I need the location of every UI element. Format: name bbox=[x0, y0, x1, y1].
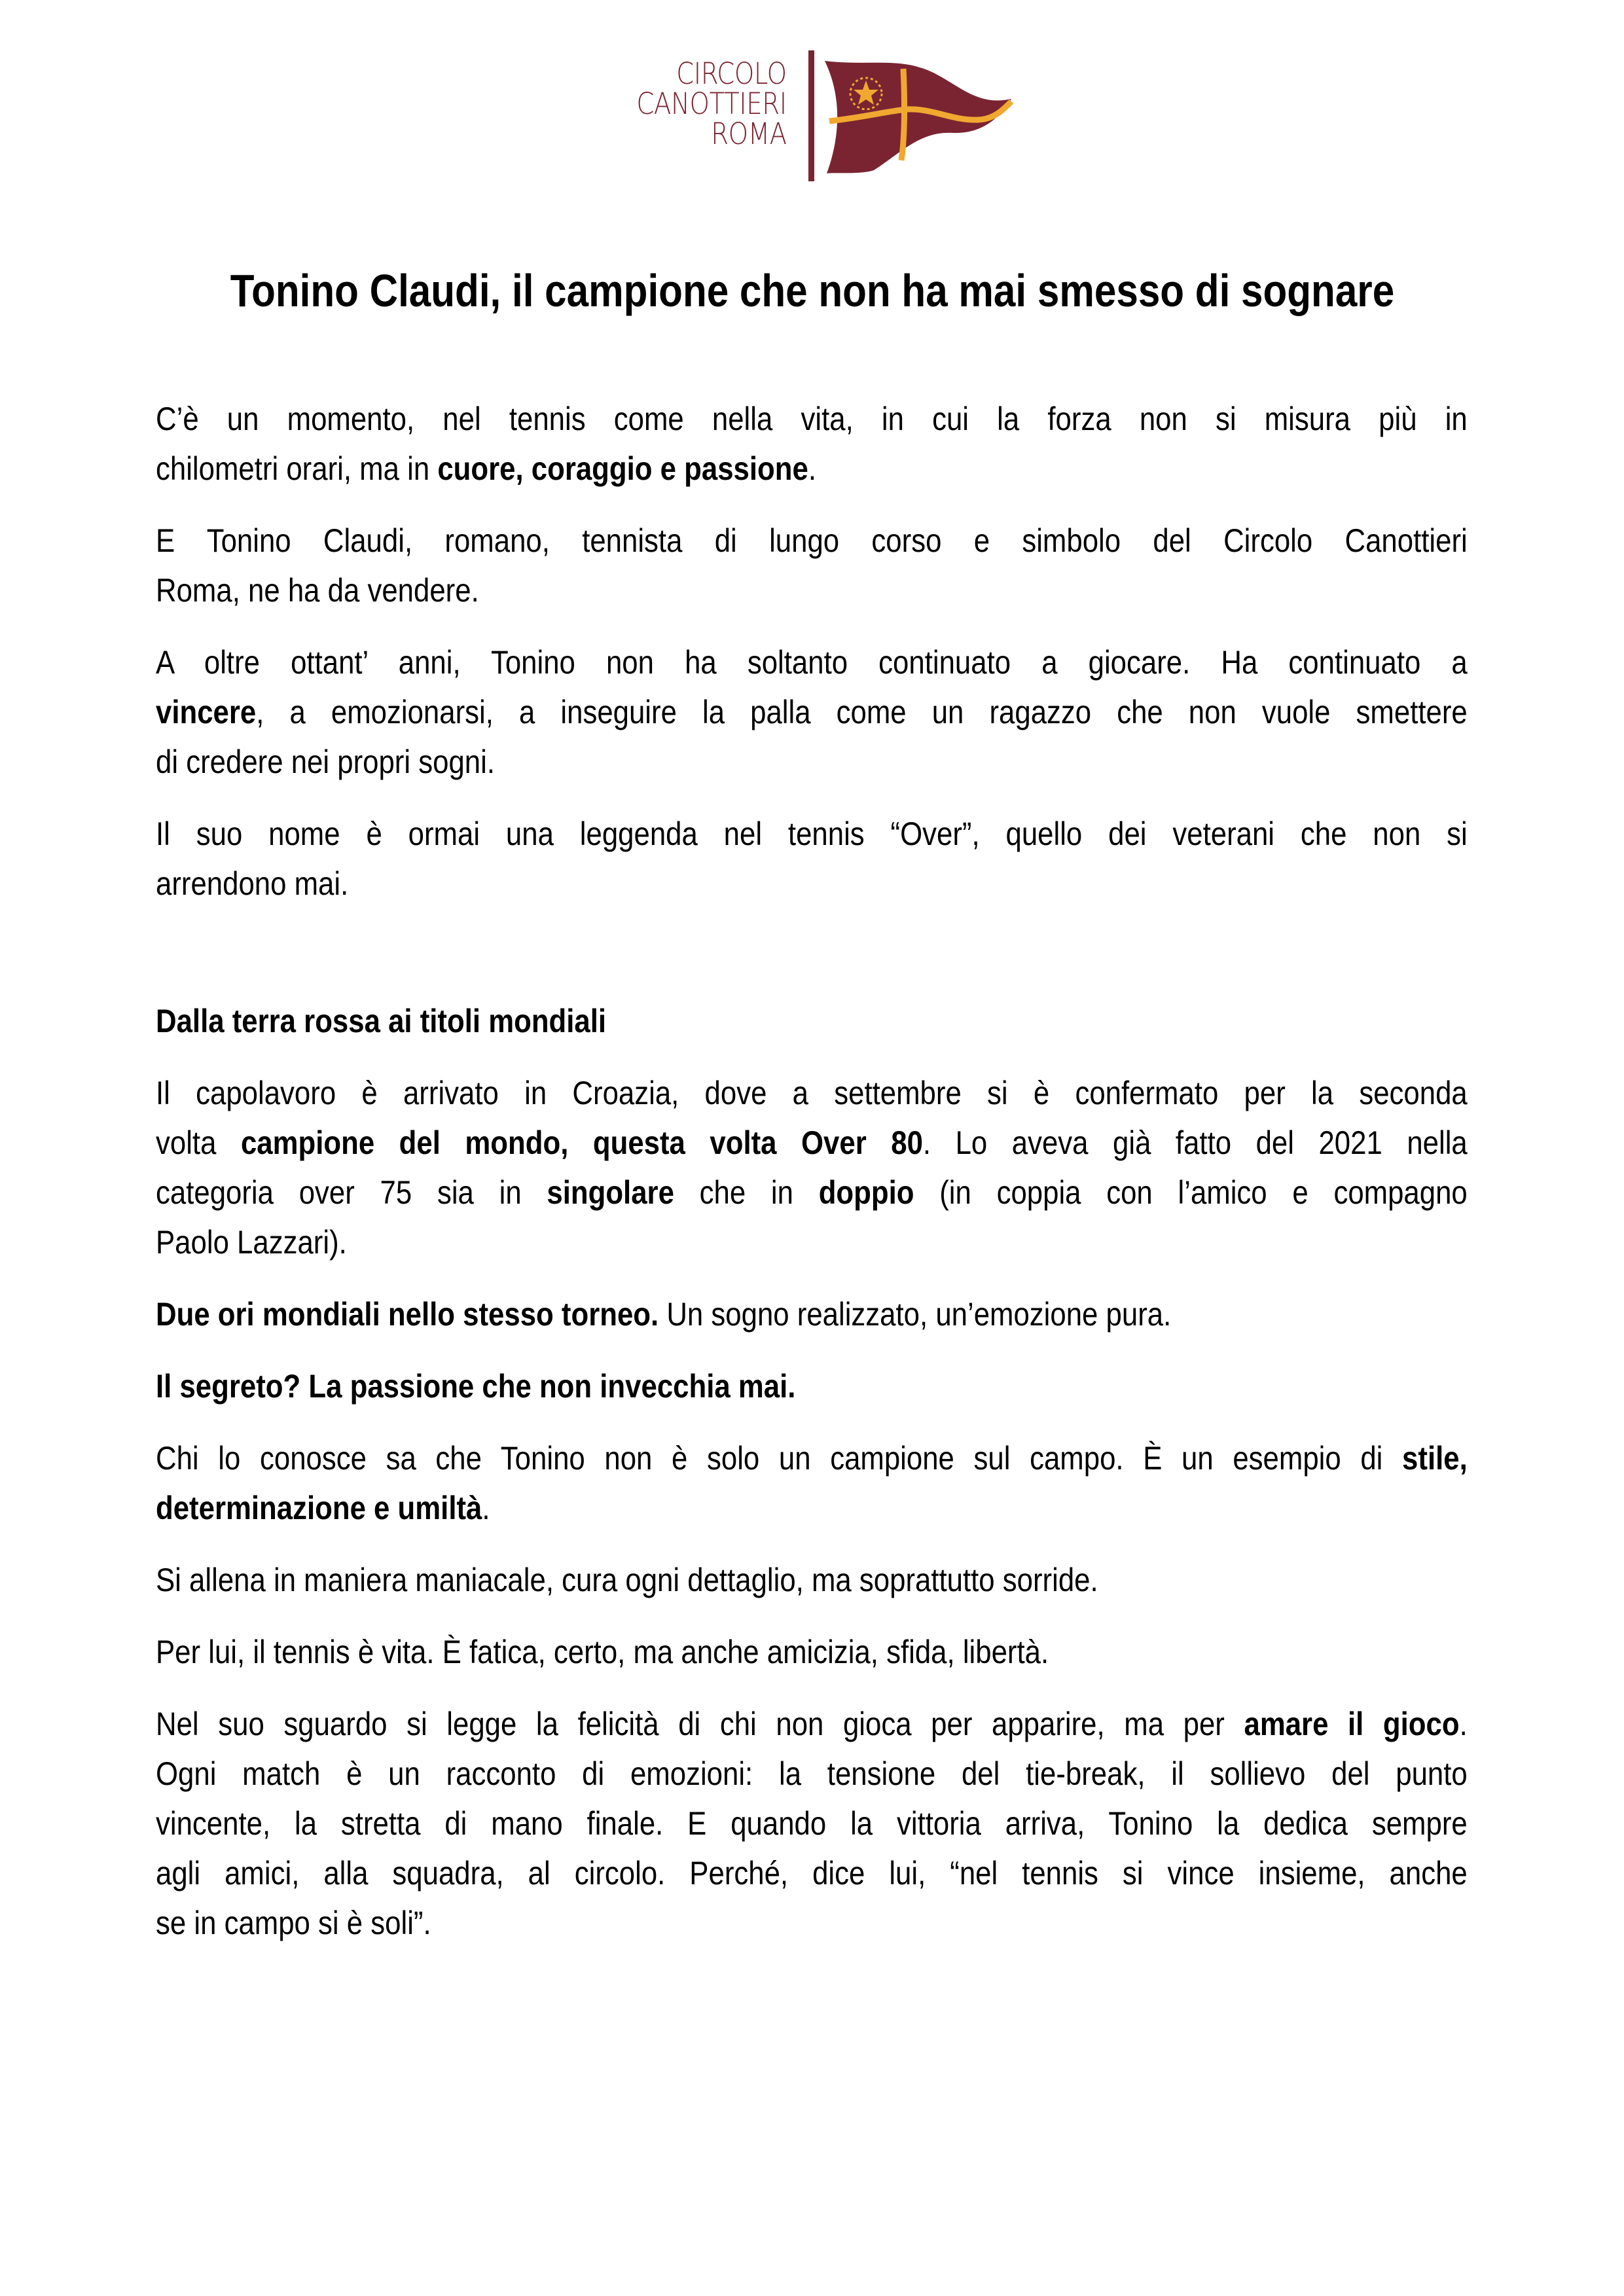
text-line bbox=[156, 571, 1468, 610]
text-line-content bbox=[156, 521, 1468, 560]
text-line-content bbox=[156, 1804, 1468, 1843]
text-line bbox=[156, 643, 1468, 682]
text-line bbox=[156, 692, 1468, 732]
logo-line-canottieri: CANOTTIERI bbox=[636, 86, 787, 121]
text-line-content bbox=[156, 399, 1468, 439]
text-run: che in bbox=[674, 1174, 819, 1211]
text-run: volta bbox=[156, 1124, 241, 1161]
text-run: C’è un momento, nel tennis come nella vita, in cui la forza non si misura più in bbox=[156, 401, 1468, 437]
text-line-content bbox=[156, 1073, 1468, 1113]
text-line-content bbox=[156, 1754, 1468, 1793]
text-line bbox=[156, 1123, 1468, 1162]
text-run: . bbox=[482, 1490, 490, 1526]
text-line bbox=[156, 1001, 1468, 1041]
text-run: vincente, la stretta di mano finale. E quando la vittoria arriva, Tonino la dedica sempre bbox=[156, 1805, 1468, 1842]
text-line-content bbox=[156, 1488, 1468, 1528]
text-line bbox=[156, 1223, 1468, 1262]
logo-wordmark bbox=[636, 56, 787, 151]
text-run: . Lo aveva già fatto del 2021 nella bbox=[922, 1124, 1468, 1161]
text-line-content bbox=[156, 571, 1468, 610]
text-run: Il suo nome è ormai una leggenda nel tennis “Over”, quello dei veterani che non si bbox=[156, 816, 1468, 852]
text-run: , a emozionarsi, a inseguire la palla come un ragazzo che non vuole smettere bbox=[256, 694, 1468, 730]
text-run: A oltre ottant’ anni, Tonino non ha soltanto continuato a giocare. Ha continuato a bbox=[156, 644, 1468, 681]
text-line-content bbox=[156, 1439, 1468, 1478]
bold-text: Dalla terra rossa ai titoli mondiali bbox=[156, 1003, 607, 1039]
text-line-content bbox=[156, 1295, 1468, 1334]
text-line-content bbox=[156, 742, 1468, 781]
text-run: Nel suo sguardo si legge la felicità di chi non gioca per apparire, ma per bbox=[156, 1706, 1244, 1742]
logo-divider bbox=[808, 50, 814, 181]
page-title bbox=[0, 264, 1624, 317]
text-line bbox=[156, 449, 1468, 488]
text-run: Il capolavoro è arrivato in Croazia, dove a settembre si è confermato per la seconda bbox=[156, 1075, 1468, 1111]
text-run: . bbox=[1459, 1706, 1468, 1742]
text-line-content bbox=[156, 1854, 1468, 1893]
flag-icon bbox=[821, 56, 1018, 177]
text-run: se in campo si è soli”. bbox=[156, 1905, 431, 1941]
bold-text: vincere bbox=[156, 694, 257, 730]
text-run: di credere nei propri sogni. bbox=[156, 744, 495, 780]
text-line bbox=[156, 399, 1468, 439]
text-line-content bbox=[156, 643, 1468, 682]
text-line bbox=[156, 1804, 1468, 1843]
text-line bbox=[156, 1295, 1468, 1334]
text-run: Si allena in maniera maniacale, cura ogni dettaglio, ma soprattutto sorride. bbox=[156, 1562, 1098, 1598]
text-line bbox=[156, 1854, 1468, 1893]
text-line-content bbox=[156, 1123, 1468, 1162]
text-line bbox=[156, 1367, 1468, 1406]
text-line bbox=[156, 814, 1468, 853]
text-line bbox=[156, 1073, 1468, 1113]
text-run: Chi lo conosce sa che Tonino non è solo un campione sul campo. È un esempio di bbox=[156, 1440, 1403, 1477]
text-run: agli amici, alla squadra, al circolo. Perché, dice lui, “nel tennis si vince insieme, anche bbox=[156, 1855, 1468, 1892]
text-line bbox=[156, 1560, 1468, 1600]
bold-text: singolare bbox=[547, 1174, 674, 1211]
text-run: E Tonino Claudi, romano, tennista di lungo corso e simbolo del Circolo Canottieri bbox=[156, 522, 1468, 559]
logo-line-circolo: CIRCOLO bbox=[676, 56, 787, 91]
text-line-content bbox=[156, 864, 1468, 903]
text-line bbox=[156, 1754, 1468, 1793]
text-run: . bbox=[808, 450, 816, 487]
text-line bbox=[156, 521, 1468, 560]
bold-text: doppio bbox=[818, 1174, 914, 1211]
text-line bbox=[156, 1439, 1468, 1478]
page-title-text: Tonino Claudi, il campione che non ha mai smesso di sognare bbox=[230, 265, 1394, 316]
bold-text: amare il gioco bbox=[1244, 1706, 1460, 1742]
bold-text: cuore, coraggio e passione bbox=[437, 450, 808, 487]
text-line-content bbox=[156, 1223, 1468, 1262]
text-line bbox=[156, 1173, 1468, 1212]
text-run: Un sogno realizzato, un’emozione pura. bbox=[659, 1296, 1172, 1333]
text-line bbox=[156, 1632, 1468, 1672]
bold-text: Due ori mondiali nello stesso torneo. bbox=[156, 1296, 659, 1333]
text-line-content bbox=[156, 1903, 1468, 1943]
bold-text: determinazione e umiltà bbox=[156, 1490, 482, 1526]
bold-text: campione del mondo, questa volta Over 80 bbox=[240, 1124, 923, 1161]
text-run: chilometri orari, ma in bbox=[156, 450, 438, 487]
text-line-content bbox=[156, 1560, 1468, 1600]
text-line-content bbox=[156, 1632, 1468, 1672]
text-line bbox=[156, 742, 1468, 781]
club-logo bbox=[589, 39, 1047, 209]
text-line-content bbox=[156, 449, 1468, 488]
flag-cross-vertical bbox=[901, 69, 905, 160]
text-line-content bbox=[156, 1704, 1468, 1744]
text-line-content bbox=[156, 814, 1468, 853]
text-run: Paolo Lazzari). bbox=[156, 1224, 347, 1261]
text-line bbox=[156, 1488, 1468, 1528]
text-run: categoria over 75 sia in bbox=[156, 1174, 547, 1211]
text-run: Ogni match è un racconto di emozioni: la tensione del tie-break, il sollievo del punto bbox=[156, 1755, 1468, 1792]
text-run: Per lui, il tennis è vita. È fatica, certo, ma anche amicizia, sfida, libertà. bbox=[156, 1634, 1049, 1670]
logo-line-roma: ROMA bbox=[711, 117, 787, 151]
text-line-content bbox=[156, 1173, 1468, 1212]
text-run: Roma, ne ha da vendere. bbox=[156, 572, 479, 609]
text-line-content bbox=[156, 1001, 1468, 1041]
text-line bbox=[156, 1704, 1468, 1744]
text-run: (in coppia con l’amico e compagno bbox=[914, 1174, 1468, 1211]
text-line bbox=[156, 864, 1468, 903]
text-line bbox=[156, 1903, 1468, 1943]
bold-text: Il segreto? La passione che non invecchia mai. bbox=[156, 1368, 796, 1405]
bold-text: stile, bbox=[1402, 1440, 1468, 1477]
text-line-content bbox=[156, 692, 1468, 732]
text-run: arrendono mai. bbox=[156, 865, 349, 902]
text-line-content bbox=[156, 1367, 1468, 1406]
